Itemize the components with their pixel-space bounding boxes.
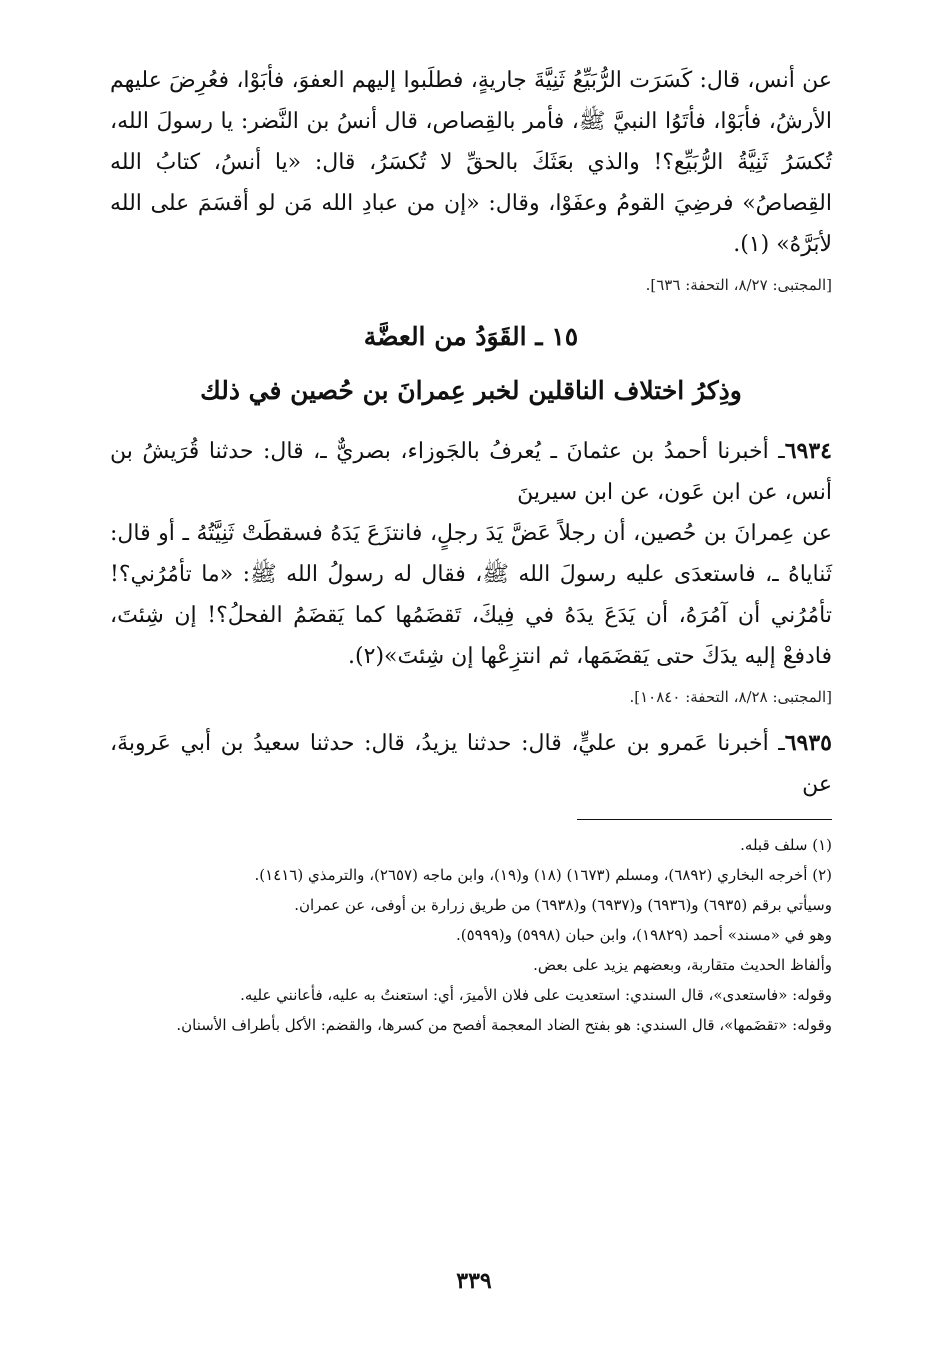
hadith-number-6935: ٦٩٣٥ xyxy=(784,730,832,756)
hadith-6934-isnad: ـ أخبرنا أحمدُ بن عثمانَ ـ يُعرفُ بالجَوزاء، بصريٌّ ـ، قال: حدثنا قُرَيشُ بن أنس، عن ابن عَون، عن ابن سيرينَ xyxy=(110,439,832,505)
footnote-2: (٢) أخرجه البخاري (٦٨٩٢)، ومسلم (١٦٧٣) (١٨) و(١٩)، وابن ماجه (٢٦٥٧)، والترمذي (١٤١٦). xyxy=(254,866,832,884)
reference-6934: [المجتبى: ٨/٢٨، التحفة: ١٠٨٤٠]. xyxy=(629,688,832,706)
main-text xyxy=(110,60,832,805)
footnote-divider xyxy=(577,819,832,820)
footnote-2-line-4: وألفاظ الحديث متقاربة، وبعضهم يزيد على بعض. xyxy=(533,956,832,974)
footnote-2-line-5: وقوله: «فاستعدى»، قال السندي: استعديت على فلان الأميرَ، أي: استعنتُ به عليه، فأعانني عليه. xyxy=(240,986,832,1004)
footnote-2-line-3: وهو في «مسند» أحمد (١٩٨٢٩)، وابن حبان (٥٩٩٨) و(٥٩٩٩). xyxy=(455,926,832,944)
hadith-6935-isnad: ـ أخبرنا عَمرو بن عليٍّ، قال: حدثنا يزيدُ، قال: حدثنا سعيدُ بن أبي عَروبةَ، عن xyxy=(110,731,832,797)
chapter-subtitle: وذِكرُ اختلاف الناقلين لخبر عِمرانَ بن حُصين في ذلك xyxy=(200,376,742,405)
reference-6933: [المجتبى: ٨/٢٧، التحفة: ٦٣٦]. xyxy=(645,276,832,294)
hadith-6934-isnad-paragraph xyxy=(110,431,832,513)
footnote-2-line-6: وقوله: «تقضَمها»، قال السندي: هو بفتح الضاد المعجمة أفصح من كسرها، والقضم: الأكل بأطراف الأسنان. xyxy=(176,1016,832,1034)
hadith-6933-text: عن أنس، قال: كَسَرَت الرُّبَيِّعُ ثَنِيَّةَ جاريةٍ، فطلَبوا إليهم العفوَ، فأبَوْا، فعُرِضَ عليهم الأرشُ، فأبَوْا، فأتَوُا النبيَّ ﷺ، فأمر بالقِصاص، قال أنسُ بن النَّضر: يا رسولَ الله، تُكسَرُ ثَنِيَّةُ الرُّبَيِّع؟! والذي بعَثَكَ بالحقِّ لا تُكسَرُ، قال: «يا أنسُ، كتابُ الله القِصاصُ» فرضِيَ القومُ وعفَوْا، وقال: «إن من عبادِ الله مَن لو أقسَمَ على الله لأبَرَّهُ» (١). xyxy=(110,68,832,257)
hadith-6934-matn: عن عِمرانَ بن حُصين، أن رجلاً عَضَّ يَدَ رجلٍ، فانتزَعَ يَدَهُ فسقطَتْ ثَنِيَّتُهُ ـ أو قال: ثَناياهُ ـ، فاستعدَى عليه رسولَ الله ﷺ، فقال له رسولُ الله ﷺ: «ما تأمُرُني؟! تأمُرُني أن آمُرَهُ، أن يَدَعَ يدَهُ في فِيكَ، تَقضَمُها كما يَقضَمُ الفحلُ؟! إن شِئتَ، فادفعْ إليه يدَكَ حتى يَقضَمَها، ثم انتزِعْها إن شِئتَ»(٢). xyxy=(110,521,832,669)
book-page xyxy=(110,60,832,1040)
chapter-title: ١٥ ـ القَوَدُ من العضَّة xyxy=(363,322,579,351)
footnote-2-line-2: وسيأتي برقم (٦٩٣٥) و(٦٩٣٦) و(٦٩٣٧) و(٦٩٣٨) من طريق زرارة بن أوفى، عن عمران. xyxy=(294,896,832,914)
hadith-number-6934: ٦٩٣٤ xyxy=(784,438,832,464)
hadith-6935-isnad-paragraph xyxy=(110,723,832,805)
page-number: ٣٣٩ xyxy=(456,1268,492,1294)
footnotes xyxy=(110,830,832,1040)
footnote-1: (١) سلف قبله. xyxy=(740,836,832,854)
